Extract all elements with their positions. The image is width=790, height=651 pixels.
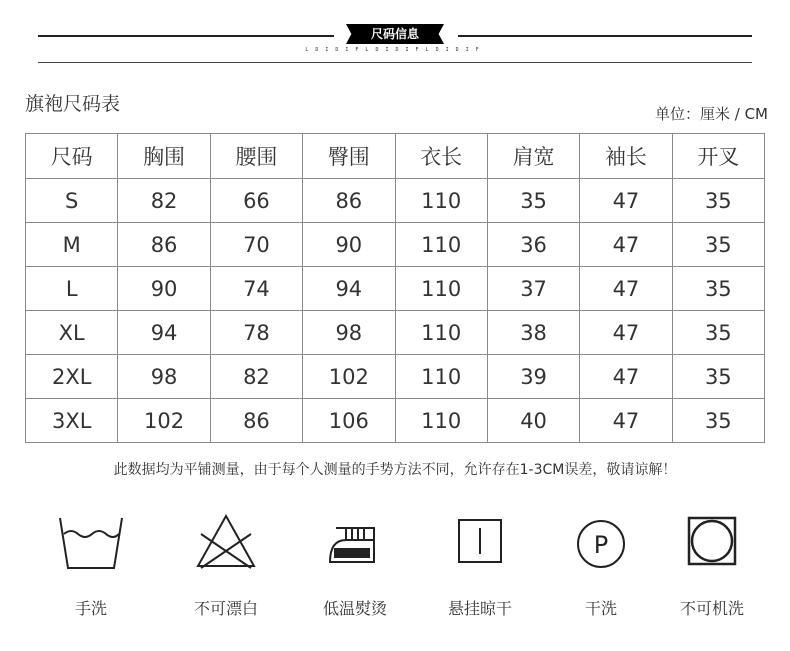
table-cell: 47: [580, 399, 672, 443]
care-item-dry-clean: [551, 510, 651, 620]
care-item-low-temp-iron: [305, 510, 405, 620]
table-cell: 74: [210, 267, 302, 311]
measurement-note: 此数据均为平铺测量，由于每个人测量的手势方法不同，允许存在1-3CM误差，敬请谅解！: [113, 462, 677, 478]
column-header: 胸围: [118, 134, 210, 179]
care-label: 低温熨烫: [322, 599, 387, 618]
hand-wash-icon: [41, 510, 141, 570]
dry-clean-icon: [551, 510, 651, 570]
header-underline: [38, 62, 752, 63]
page-title: 旗袍尺码表: [25, 93, 121, 115]
table-cell: 37: [487, 267, 579, 311]
table-cell: XL: [26, 311, 118, 355]
table-cell: 47: [580, 311, 672, 355]
care-item-no-bleach: [176, 510, 276, 620]
table-cell: 39: [487, 355, 579, 399]
table-cell: 86: [118, 223, 210, 267]
low-temp-iron-icon: [305, 510, 405, 570]
column-header: 尺码: [26, 134, 118, 179]
column-header: 袖长: [580, 134, 672, 179]
table-cell: 35: [487, 179, 579, 223]
table-cell: 3XL: [26, 399, 118, 443]
table-cell: 90: [303, 223, 395, 267]
table-cell: 40: [487, 399, 579, 443]
no-bleach-icon: [176, 510, 276, 570]
table-cell: 94: [303, 267, 395, 311]
column-header: 腰围: [210, 134, 302, 179]
table-cell: 110: [395, 267, 487, 311]
table-header-row: [26, 134, 765, 179]
table-cell: 47: [580, 267, 672, 311]
table-cell: 90: [118, 267, 210, 311]
table-cell: 35: [672, 399, 764, 443]
table-cell: 110: [395, 179, 487, 223]
care-item-no-machine-wash: [662, 510, 762, 620]
unit-label: 单位：厘米 / CM: [654, 105, 768, 123]
table-cell: 36: [487, 223, 579, 267]
table-cell: 47: [580, 223, 672, 267]
table-cell: 110: [395, 311, 487, 355]
care-label: 不可机洗: [679, 599, 744, 618]
header-rule-right: [458, 35, 752, 37]
table-cell: 78: [210, 311, 302, 355]
care-label: 不可漂白: [193, 599, 258, 618]
header-badge-label: 尺码信息: [356, 24, 434, 44]
table-cell: 66: [210, 179, 302, 223]
table-cell: 110: [395, 223, 487, 267]
column-header: 肩宽: [487, 134, 579, 179]
no-machine-wash-icon: [662, 510, 762, 570]
table-cell: 86: [210, 399, 302, 443]
table-cell: 35: [672, 179, 764, 223]
table-cell: M: [26, 223, 118, 267]
column-header: 开叉: [672, 134, 764, 179]
table-cell: 86: [303, 179, 395, 223]
table-row: [26, 311, 765, 355]
table-cell: 102: [303, 355, 395, 399]
table-row: [26, 355, 765, 399]
care-label: 悬挂晾干: [447, 599, 512, 618]
table-cell: 47: [580, 355, 672, 399]
header-rule-left: [38, 35, 334, 37]
table-cell: 2XL: [26, 355, 118, 399]
hang-dry-icon: [430, 510, 530, 570]
table-cell: 98: [118, 355, 210, 399]
table-cell: 110: [395, 399, 487, 443]
table-cell: 102: [118, 399, 210, 443]
table-cell: 35: [672, 267, 764, 311]
table-cell: 82: [210, 355, 302, 399]
badge-flag-right: [432, 24, 444, 44]
size-table: [25, 133, 765, 443]
table-cell: 35: [672, 355, 764, 399]
header-subtitle: L D I D I F L D I D I F L D I D I F: [305, 47, 481, 53]
table-row: [26, 223, 765, 267]
care-item-hand-wash: [41, 510, 141, 620]
table-cell: L: [26, 267, 118, 311]
table-cell: 38: [487, 311, 579, 355]
table-row: [26, 179, 765, 223]
table-cell: 47: [580, 179, 672, 223]
care-label: 手洗: [74, 599, 107, 618]
column-header: 臀围: [303, 134, 395, 179]
svg-text:P: P: [593, 531, 609, 559]
table-cell: 110: [395, 355, 487, 399]
care-label: 干洗: [584, 599, 617, 618]
table-cell: 70: [210, 223, 302, 267]
table-cell: 35: [672, 311, 764, 355]
table-cell: 106: [303, 399, 395, 443]
table-cell: 35: [672, 223, 764, 267]
table-cell: S: [26, 179, 118, 223]
table-cell: 94: [118, 311, 210, 355]
table-cell: 82: [118, 179, 210, 223]
table-row: [26, 399, 765, 443]
table-cell: 98: [303, 311, 395, 355]
column-header: 衣长: [395, 134, 487, 179]
table-row: [26, 267, 765, 311]
header-badge: [346, 24, 444, 44]
care-item-hang-dry: [430, 510, 530, 620]
